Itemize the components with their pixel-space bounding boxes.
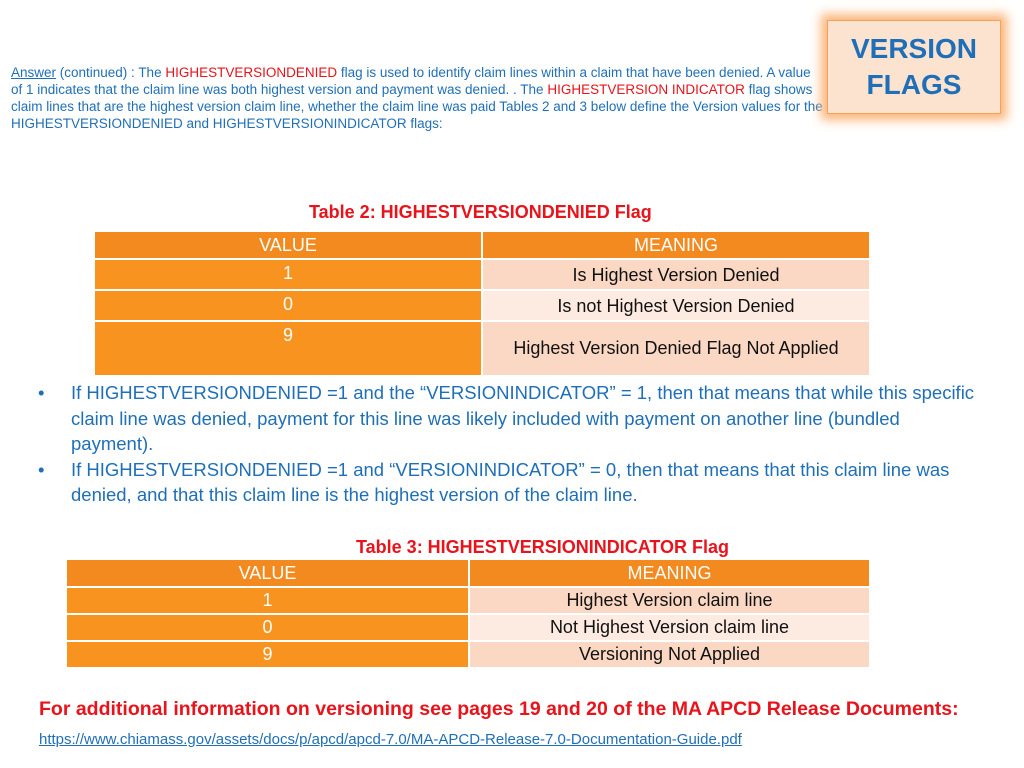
list-item: [38, 380, 978, 457]
bullet-text: If HIGHESTVERSIONDENIED =1 and “VERSIONINDICATOR” = 0, then that means that this claim line was denied, and that this claim line is the highest version of the claim line.: [71, 458, 950, 505]
column-header-meaning: MEANING: [482, 231, 870, 259]
cell-meaning: Highest Version Denied Flag Not Applied: [482, 321, 870, 376]
table-header-row: [66, 559, 870, 587]
table-row: [66, 641, 870, 668]
table-header-row: [94, 231, 870, 259]
intro-text-3: flag shows claim lines that are the highest version claim line, whether the claim line was paid Tables 2 and 3 below define the Version values for the HIGHESTVERSIONDENIED and HIGHESTVERSIONINDICATOR flags:: [11, 82, 823, 131]
cell-value: 1: [66, 587, 469, 614]
cell-value: 0: [66, 614, 469, 641]
cell-meaning: Not Highest Version claim line: [469, 614, 870, 641]
column-header-meaning: MEANING: [469, 559, 870, 587]
table-row: [66, 587, 870, 614]
bullet-icon: •: [38, 382, 45, 403]
cell-meaning: Is Highest Version Denied: [482, 259, 870, 290]
column-header-value: VALUE: [66, 559, 469, 587]
footer-text: For additional information on versioning see pages 19 and 20 of the MA APCD Release Documents:: [39, 698, 959, 720]
column-header-value: VALUE: [94, 231, 482, 259]
cell-value: 9: [66, 641, 469, 668]
intro-paragraph: [11, 64, 823, 132]
cell-meaning: Highest Version claim line: [469, 587, 870, 614]
bullet-list: [38, 380, 978, 508]
cell-meaning: Versioning Not Applied: [469, 641, 870, 668]
documentation-link[interactable]: https://www.chiamass.gov/assets/docs/p/apcd/apcd-7.0/MA-APCD-Release-7.0-Documentation-Guide.pdf: [39, 731, 742, 748]
table3-caption: Table 3: HIGHESTVERSIONINDICATOR Flag: [356, 537, 730, 557]
cell-meaning: Is not Highest Version Denied: [482, 290, 870, 321]
table-row: [94, 321, 870, 376]
table-row: [94, 259, 870, 290]
table-row: [66, 614, 870, 641]
cell-value: 9: [94, 321, 482, 376]
table2-highestversiondenied: [93, 230, 871, 377]
table-row: [94, 290, 870, 321]
flag-name-indicator: HIGHESTVERSION INDICATOR: [547, 82, 745, 97]
cell-value: 0: [94, 290, 482, 321]
bullet-text: If HIGHESTVERSIONDENIED =1 and the “VERSIONINDICATOR” = 1, then that means that while this specific claim line was denied, payment for this line was likely included with payment on another line (bundled payment).: [71, 382, 975, 454]
answer-label: Answer: [11, 65, 57, 80]
footer-note: [39, 695, 999, 754]
flag-name-denied: HIGHESTVERSIONDENIED: [165, 65, 338, 80]
badge-title: VERSION FLAGS: [850, 33, 978, 100]
table3-highestversionindicator: [65, 558, 871, 669]
cell-value: 1: [94, 259, 482, 290]
table2-caption: Table 2: HIGHESTVERSIONDENIED Flag: [309, 202, 652, 222]
intro-text-2: flag is used to identify claim lines within a claim that have been denied. A value of 1 indicates that the claim line was both highest version and payment was denied. . The: [11, 65, 811, 97]
intro-text-1: (continued) : The: [56, 65, 166, 80]
version-flags-badge: [827, 20, 1001, 114]
bullet-icon: •: [38, 458, 45, 480]
list-item: [38, 457, 978, 508]
